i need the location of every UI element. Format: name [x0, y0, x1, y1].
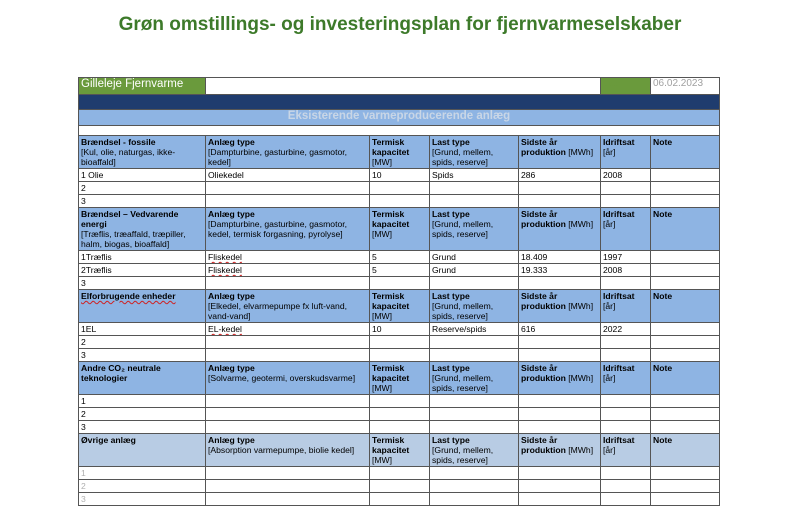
- idriftsat-cell: Idriftsat [år]: [601, 136, 651, 169]
- group-header-co2: [79, 362, 720, 395]
- row-label: 1EL: [79, 323, 206, 336]
- anlaeg-type: Fliskedel: [206, 264, 370, 277]
- table-row: [79, 169, 720, 182]
- row-label: 2: [79, 336, 206, 349]
- table-row: [79, 264, 720, 277]
- row-label: 1: [79, 395, 206, 408]
- navy-band: [79, 95, 720, 110]
- idriftsat-cell: Idriftsat [år]: [601, 362, 651, 395]
- row-label: 2: [79, 480, 206, 493]
- termisk-cell: Termisk kapacitet [MW]: [370, 434, 430, 467]
- section-header: [79, 110, 720, 126]
- termisk-cell: Termisk kapacitet [MW]: [370, 208, 430, 251]
- produktion: 18.409: [519, 251, 601, 264]
- anlaeg-type: Fliskedel: [206, 251, 370, 264]
- group-label: Brændsel - fossile [Kul, olie, naturgas, ikke-bioaffald]: [79, 136, 206, 169]
- termisk-cell: Termisk kapacitet [MW]: [370, 362, 430, 395]
- table-row: [79, 395, 720, 408]
- idriftsat: 1997: [601, 251, 651, 264]
- table-row: [79, 323, 720, 336]
- table-row: [79, 408, 720, 421]
- last-type: Grund: [430, 251, 519, 264]
- date-label: Dato: [601, 78, 651, 95]
- note: [651, 251, 720, 264]
- idriftsat: 2022: [601, 323, 651, 336]
- sidste-aar-cell: Sidste år produktion [MWh]: [519, 136, 601, 169]
- idriftsat: 2008: [601, 264, 651, 277]
- anlaeg-type: Oliekedel: [206, 169, 370, 182]
- anlaeg-type: EL-kedel: [206, 323, 370, 336]
- date-value: 06.02.2023: [651, 78, 720, 95]
- table-row: [79, 182, 720, 195]
- row-label: 1Træflis: [79, 251, 206, 264]
- sidste-aar-cell: Sidste år produktion [MWh]: [519, 362, 601, 395]
- last-type-cell: Last type [Grund, mellem, spids, reserve]: [430, 362, 519, 395]
- produktion: 286: [519, 169, 601, 182]
- anlaeg-type-cell: Anlæg type [Solvarme, geotermi, overskudsvarme]: [206, 362, 370, 395]
- group-header-oevrige: [79, 434, 720, 467]
- row-label: 2: [79, 408, 206, 421]
- last-type-cell: Last type [Grund, mellem, spids, reserve]: [430, 208, 519, 251]
- produktion: 616: [519, 323, 601, 336]
- group-label: Elforbrugende enheder: [79, 290, 206, 323]
- row-label: 2Træflis: [79, 264, 206, 277]
- anlaeg-type-cell: Anlæg type [Dampturbine, gasturbine, gasmotor, kedel, termisk forgasning, pyrolyse]: [206, 208, 370, 251]
- plan-table: [78, 77, 720, 506]
- last-type: Reserve/spids: [430, 323, 519, 336]
- termisk-cell: Termisk kapacitet [MW]: [370, 136, 430, 169]
- group-label: Øvrige anlæg: [79, 434, 206, 467]
- group-header-fossile: [79, 136, 720, 169]
- anlaeg-type-cell: Anlæg type [Elkedel, elvarmepumpe fx luft-vand, vand-vand]: [206, 290, 370, 323]
- row-label: 2: [79, 182, 206, 195]
- spacer-row: [79, 126, 720, 136]
- last-type-cell: Last type [Grund, mellem, spids, reserve]: [430, 136, 519, 169]
- sidste-aar-cell: Sidste år produktion [MWh]: [519, 434, 601, 467]
- sidste-aar-cell: Sidste år produktion [MWh]: [519, 208, 601, 251]
- kapacitet: 10: [370, 169, 430, 182]
- sidste-aar-cell: Sidste år produktion [MWh]: [519, 290, 601, 323]
- note-cell: Note: [651, 208, 720, 251]
- produktion: 19.333: [519, 264, 601, 277]
- row-label: 3: [79, 421, 206, 434]
- last-type-cell: Last type [Grund, mellem, spids, reserve]: [430, 290, 519, 323]
- table-row: [79, 195, 720, 208]
- idriftsat: 2008: [601, 169, 651, 182]
- table-row: [79, 336, 720, 349]
- group-header-vedvarende: [79, 208, 720, 251]
- table-row: [79, 493, 720, 506]
- anlaeg-type-cell: Anlæg type [Dampturbine, gasturbine, gasmotor, kedel]: [206, 136, 370, 169]
- idriftsat-cell: Idriftsat [år]: [601, 208, 651, 251]
- kapacitet: 5: [370, 251, 430, 264]
- table-row: [79, 349, 720, 362]
- last-type: Spids: [430, 169, 519, 182]
- termisk-cell: Termisk kapacitet [MW]: [370, 290, 430, 323]
- note-cell: Note: [651, 434, 720, 467]
- kapacitet: 10: [370, 323, 430, 336]
- table-row: [79, 251, 720, 264]
- note-cell: Note: [651, 362, 720, 395]
- row-label: 3: [79, 349, 206, 362]
- note-cell: Note: [651, 136, 720, 169]
- header-row: [79, 78, 720, 95]
- header-blank: [206, 78, 601, 95]
- table-row: [79, 277, 720, 290]
- section-title: Eksisterende varmeproducerende anlæg: [79, 110, 720, 126]
- row-label: 1 Olie: [79, 169, 206, 182]
- idriftsat-cell: Idriftsat [år]: [601, 434, 651, 467]
- row-label: 3: [79, 195, 206, 208]
- page-title: Grøn omstillings- og investeringsplan for fjernvarmeselskaber: [118, 14, 682, 35]
- group-label: Andre CO₂ neutrale teknologier: [79, 362, 206, 395]
- note: [651, 169, 720, 182]
- group-header-el: [79, 290, 720, 323]
- kapacitet: 5: [370, 264, 430, 277]
- note: [651, 264, 720, 277]
- row-label: 1: [79, 467, 206, 480]
- row-label: 3: [79, 493, 206, 506]
- last-type: Grund: [430, 264, 519, 277]
- note: [651, 323, 720, 336]
- table-row: [79, 421, 720, 434]
- table-row: [79, 480, 720, 493]
- anlaeg-type-cell: Anlæg type [Absorption varmepumpe, biolie kedel]: [206, 434, 370, 467]
- note-cell: Note: [651, 290, 720, 323]
- group-label: Brændsel – Vedvarende energi [Træflis, træaffald, træpiller, halm, biogas, bioaffald]: [79, 208, 206, 251]
- company-name: Gilleleje Fjernvarme: [79, 78, 206, 95]
- idriftsat-cell: Idriftsat [år]: [601, 290, 651, 323]
- row-label: 3: [79, 277, 206, 290]
- last-type-cell: Last type [Grund, mellem, spids, reserve]: [430, 434, 519, 467]
